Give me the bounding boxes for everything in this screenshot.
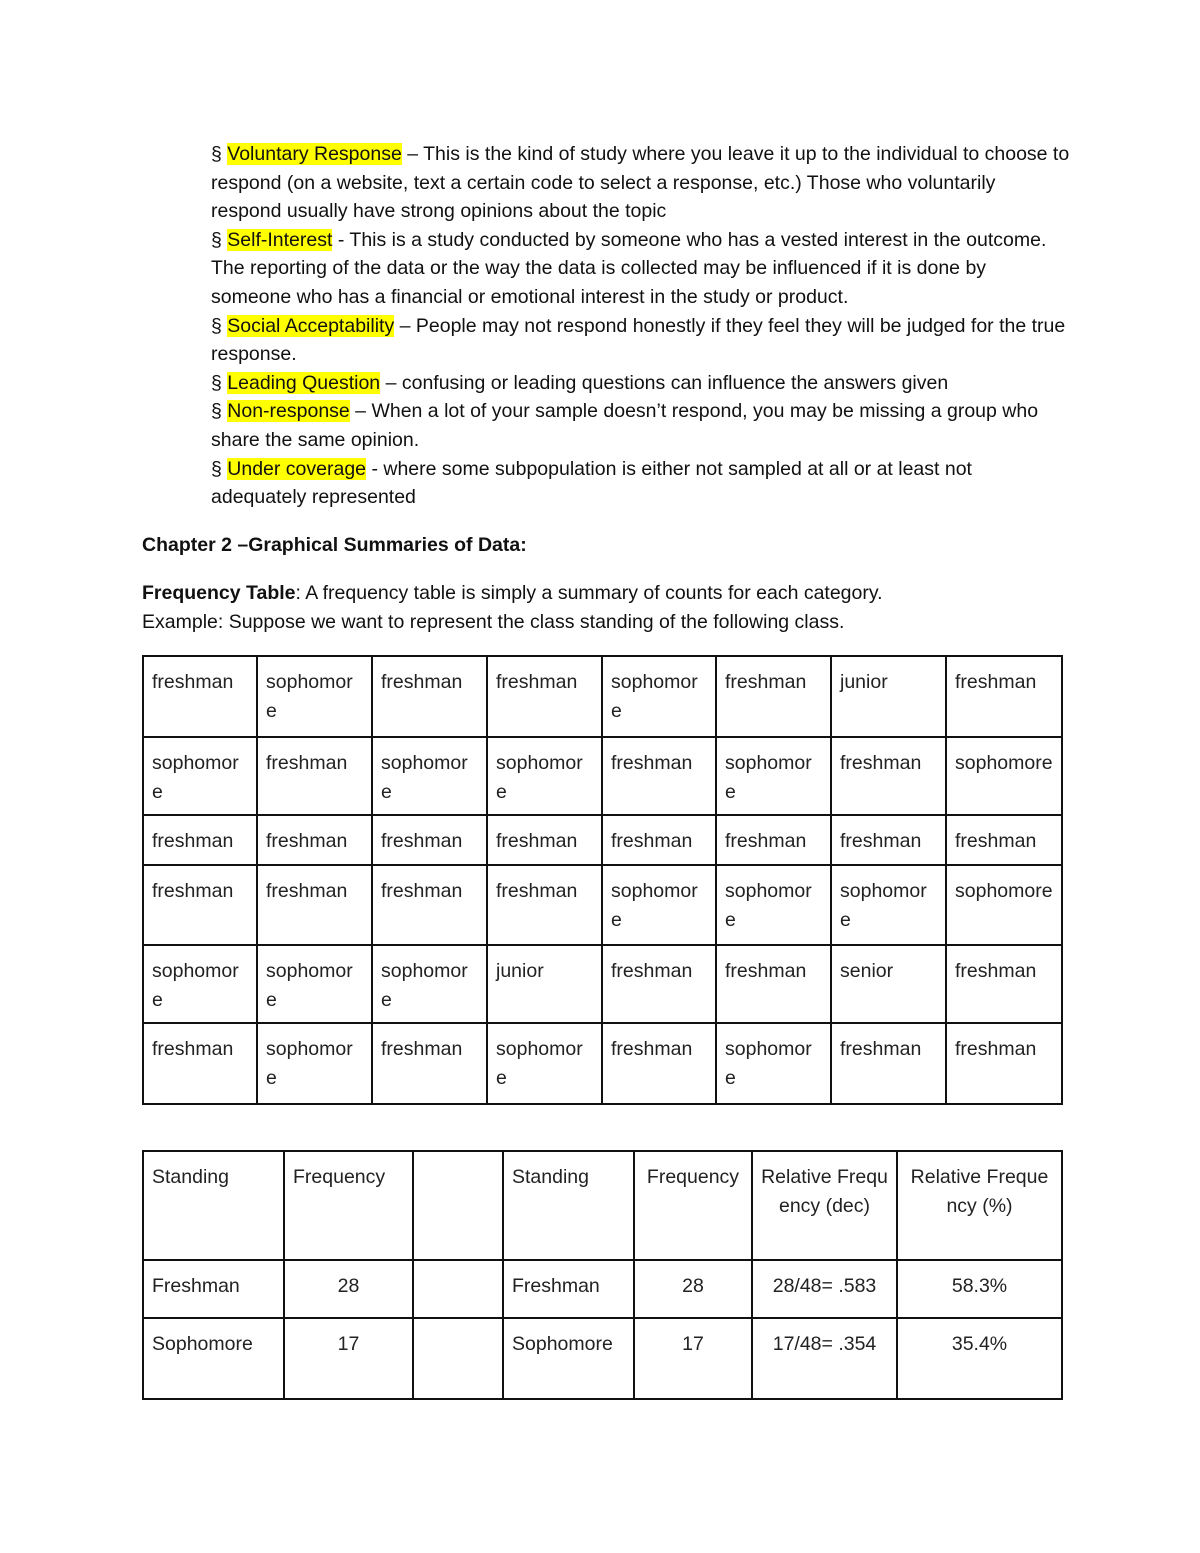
- table-cell: sophomore: [257, 945, 372, 1023]
- table-cell: [413, 1260, 503, 1318]
- table-cell: senior: [831, 945, 946, 1023]
- table-cell: Sophomore: [143, 1318, 284, 1399]
- table-cell: [413, 1318, 503, 1399]
- table-cell: Sophomore: [503, 1318, 634, 1399]
- table-row: [143, 945, 1062, 1023]
- table-cell: sophomore: [372, 737, 487, 815]
- table-cell: freshman: [143, 1023, 257, 1104]
- bias-list: [211, 140, 1071, 512]
- bias-term: Under coverage: [227, 457, 367, 480]
- table-cell: sophomore: [257, 656, 372, 737]
- table-header-cell: Standing: [143, 1151, 284, 1260]
- table-cell: Freshman: [503, 1260, 634, 1318]
- table-cell: 58.3%: [897, 1260, 1062, 1318]
- table-cell: freshman: [257, 865, 372, 945]
- table-cell: freshman: [831, 815, 946, 865]
- table-row: [143, 1318, 1062, 1399]
- table-cell: freshman: [716, 815, 831, 865]
- table-cell: freshman: [143, 815, 257, 865]
- table-row: [143, 1023, 1062, 1104]
- table-cell: sophomore: [602, 865, 716, 945]
- frequency-summary-table: [142, 1150, 1063, 1400]
- table-cell: freshman: [372, 865, 487, 945]
- table-cell: freshman: [487, 815, 602, 865]
- table-cell: freshman: [946, 815, 1062, 865]
- bias-item-leading-question: § Leading Question – confusing or leading questions can influence the answers given: [211, 371, 949, 394]
- table-cell: 17: [634, 1318, 752, 1399]
- table-cell: sophomore: [716, 865, 831, 945]
- table-cell: sophomore: [487, 737, 602, 815]
- table-row: [143, 737, 1062, 815]
- table-cell: freshman: [831, 737, 946, 815]
- table-cell: 28: [634, 1260, 752, 1318]
- chapter-heading: Chapter 2 –Graphical Summaries of Data:: [142, 534, 527, 556]
- bias-term: Self-Interest: [227, 228, 333, 251]
- table-cell: sophomore: [143, 945, 257, 1023]
- table-cell: freshman: [946, 656, 1062, 737]
- table-cell: junior: [831, 656, 946, 737]
- frequency-table-definition: Frequency Table: A frequency table is simply a summary of counts for each category.: [142, 582, 883, 604]
- table-cell: sophomore: [716, 1023, 831, 1104]
- table-header-cell: Relative Frequency (%): [897, 1151, 1062, 1260]
- table-cell: sophomore: [716, 737, 831, 815]
- bias-term: Non-response: [227, 400, 350, 423]
- table-cell: freshman: [831, 1023, 946, 1104]
- example-text: Example: Suppose we want to represent the class standing of the following class.: [142, 610, 845, 633]
- table-cell: sophomore: [143, 737, 257, 815]
- table-row: [143, 1260, 1062, 1318]
- table-cell: freshman: [372, 815, 487, 865]
- table-cell: freshman: [143, 656, 257, 737]
- table-cell: freshman: [257, 815, 372, 865]
- table-cell: freshman: [946, 1023, 1062, 1104]
- table-header-cell: Standing: [503, 1151, 634, 1260]
- bias-item-under-coverage: § Under coverage - where some subpopulation is either not sampled at all or at least not adequately represented: [211, 457, 972, 509]
- table-cell: freshman: [257, 737, 372, 815]
- table-cell: sophomore: [946, 737, 1062, 815]
- table-header-cell: Frequency: [284, 1151, 413, 1260]
- table-cell: freshman: [602, 737, 716, 815]
- table-cell: 28/48= .583: [752, 1260, 897, 1318]
- bias-term: Leading Question: [227, 371, 381, 394]
- table-header-row: [143, 1151, 1062, 1260]
- bias-term: Voluntary Response: [227, 143, 402, 165]
- table-row: [143, 656, 1062, 737]
- bias-term: Social Acceptability: [227, 314, 395, 337]
- bias-item-non-response: § Non-response – When a lot of your sample doesn’t respond, you may be missing a group who share the same opinion.: [211, 400, 1039, 451]
- frequency-table-term: Frequency Table: [142, 582, 296, 604]
- table-cell: freshman: [946, 945, 1062, 1023]
- table-cell: sophomore: [602, 656, 716, 737]
- table-cell: freshman: [372, 1023, 487, 1104]
- table-cell: 35.4%: [897, 1318, 1062, 1399]
- table-cell: Freshman: [143, 1260, 284, 1318]
- bias-item-voluntary-response: § Voluntary Response – This is the kind of study where you leave it up to the individual to choose to respond (on a website, text a certain code to select a response, etc.) Those who voluntarily respond usually have strong opinions about the topic: [211, 143, 1070, 223]
- table-cell: 17/48= .354: [752, 1318, 897, 1399]
- table-row: [143, 815, 1062, 865]
- table-cell: sophomore: [372, 945, 487, 1023]
- table-cell: sophomore: [946, 865, 1062, 945]
- table-cell: freshman: [487, 865, 602, 945]
- bias-item-social-acceptability: § Social Acceptability – People may not respond honestly if they feel they will be judged for the true response.: [211, 314, 1066, 366]
- table-cell: freshman: [716, 656, 831, 737]
- table-cell: 28: [284, 1260, 413, 1318]
- table-cell: freshman: [372, 656, 487, 737]
- table-cell: sophomore: [831, 865, 946, 945]
- class-standing-table: [142, 655, 1063, 1105]
- table-header-cell: [413, 1151, 503, 1260]
- table-cell: freshman: [602, 815, 716, 865]
- table-cell: sophomore: [487, 1023, 602, 1104]
- table-cell: freshman: [602, 945, 716, 1023]
- bias-item-self-interest: § Self-Interest - This is a study conducted by someone who has a vested interest in the outcome. The reporting of the data or the way the data is collected may be influenced if it is done by someone who has a financial or emotional interest in the study or product.: [211, 228, 1047, 308]
- table-cell: freshman: [716, 945, 831, 1023]
- table-header-cell: Relative Frequency (dec): [752, 1151, 897, 1260]
- table-cell: freshman: [602, 1023, 716, 1104]
- table-cell: freshman: [143, 865, 257, 945]
- frequency-table-intro: [142, 579, 1062, 636]
- table-cell: 17: [284, 1318, 413, 1399]
- table-cell: sophomore: [257, 1023, 372, 1104]
- table-header-cell: Frequency: [634, 1151, 752, 1260]
- table-row: [143, 865, 1062, 945]
- table-cell: freshman: [487, 656, 602, 737]
- table-cell: junior: [487, 945, 602, 1023]
